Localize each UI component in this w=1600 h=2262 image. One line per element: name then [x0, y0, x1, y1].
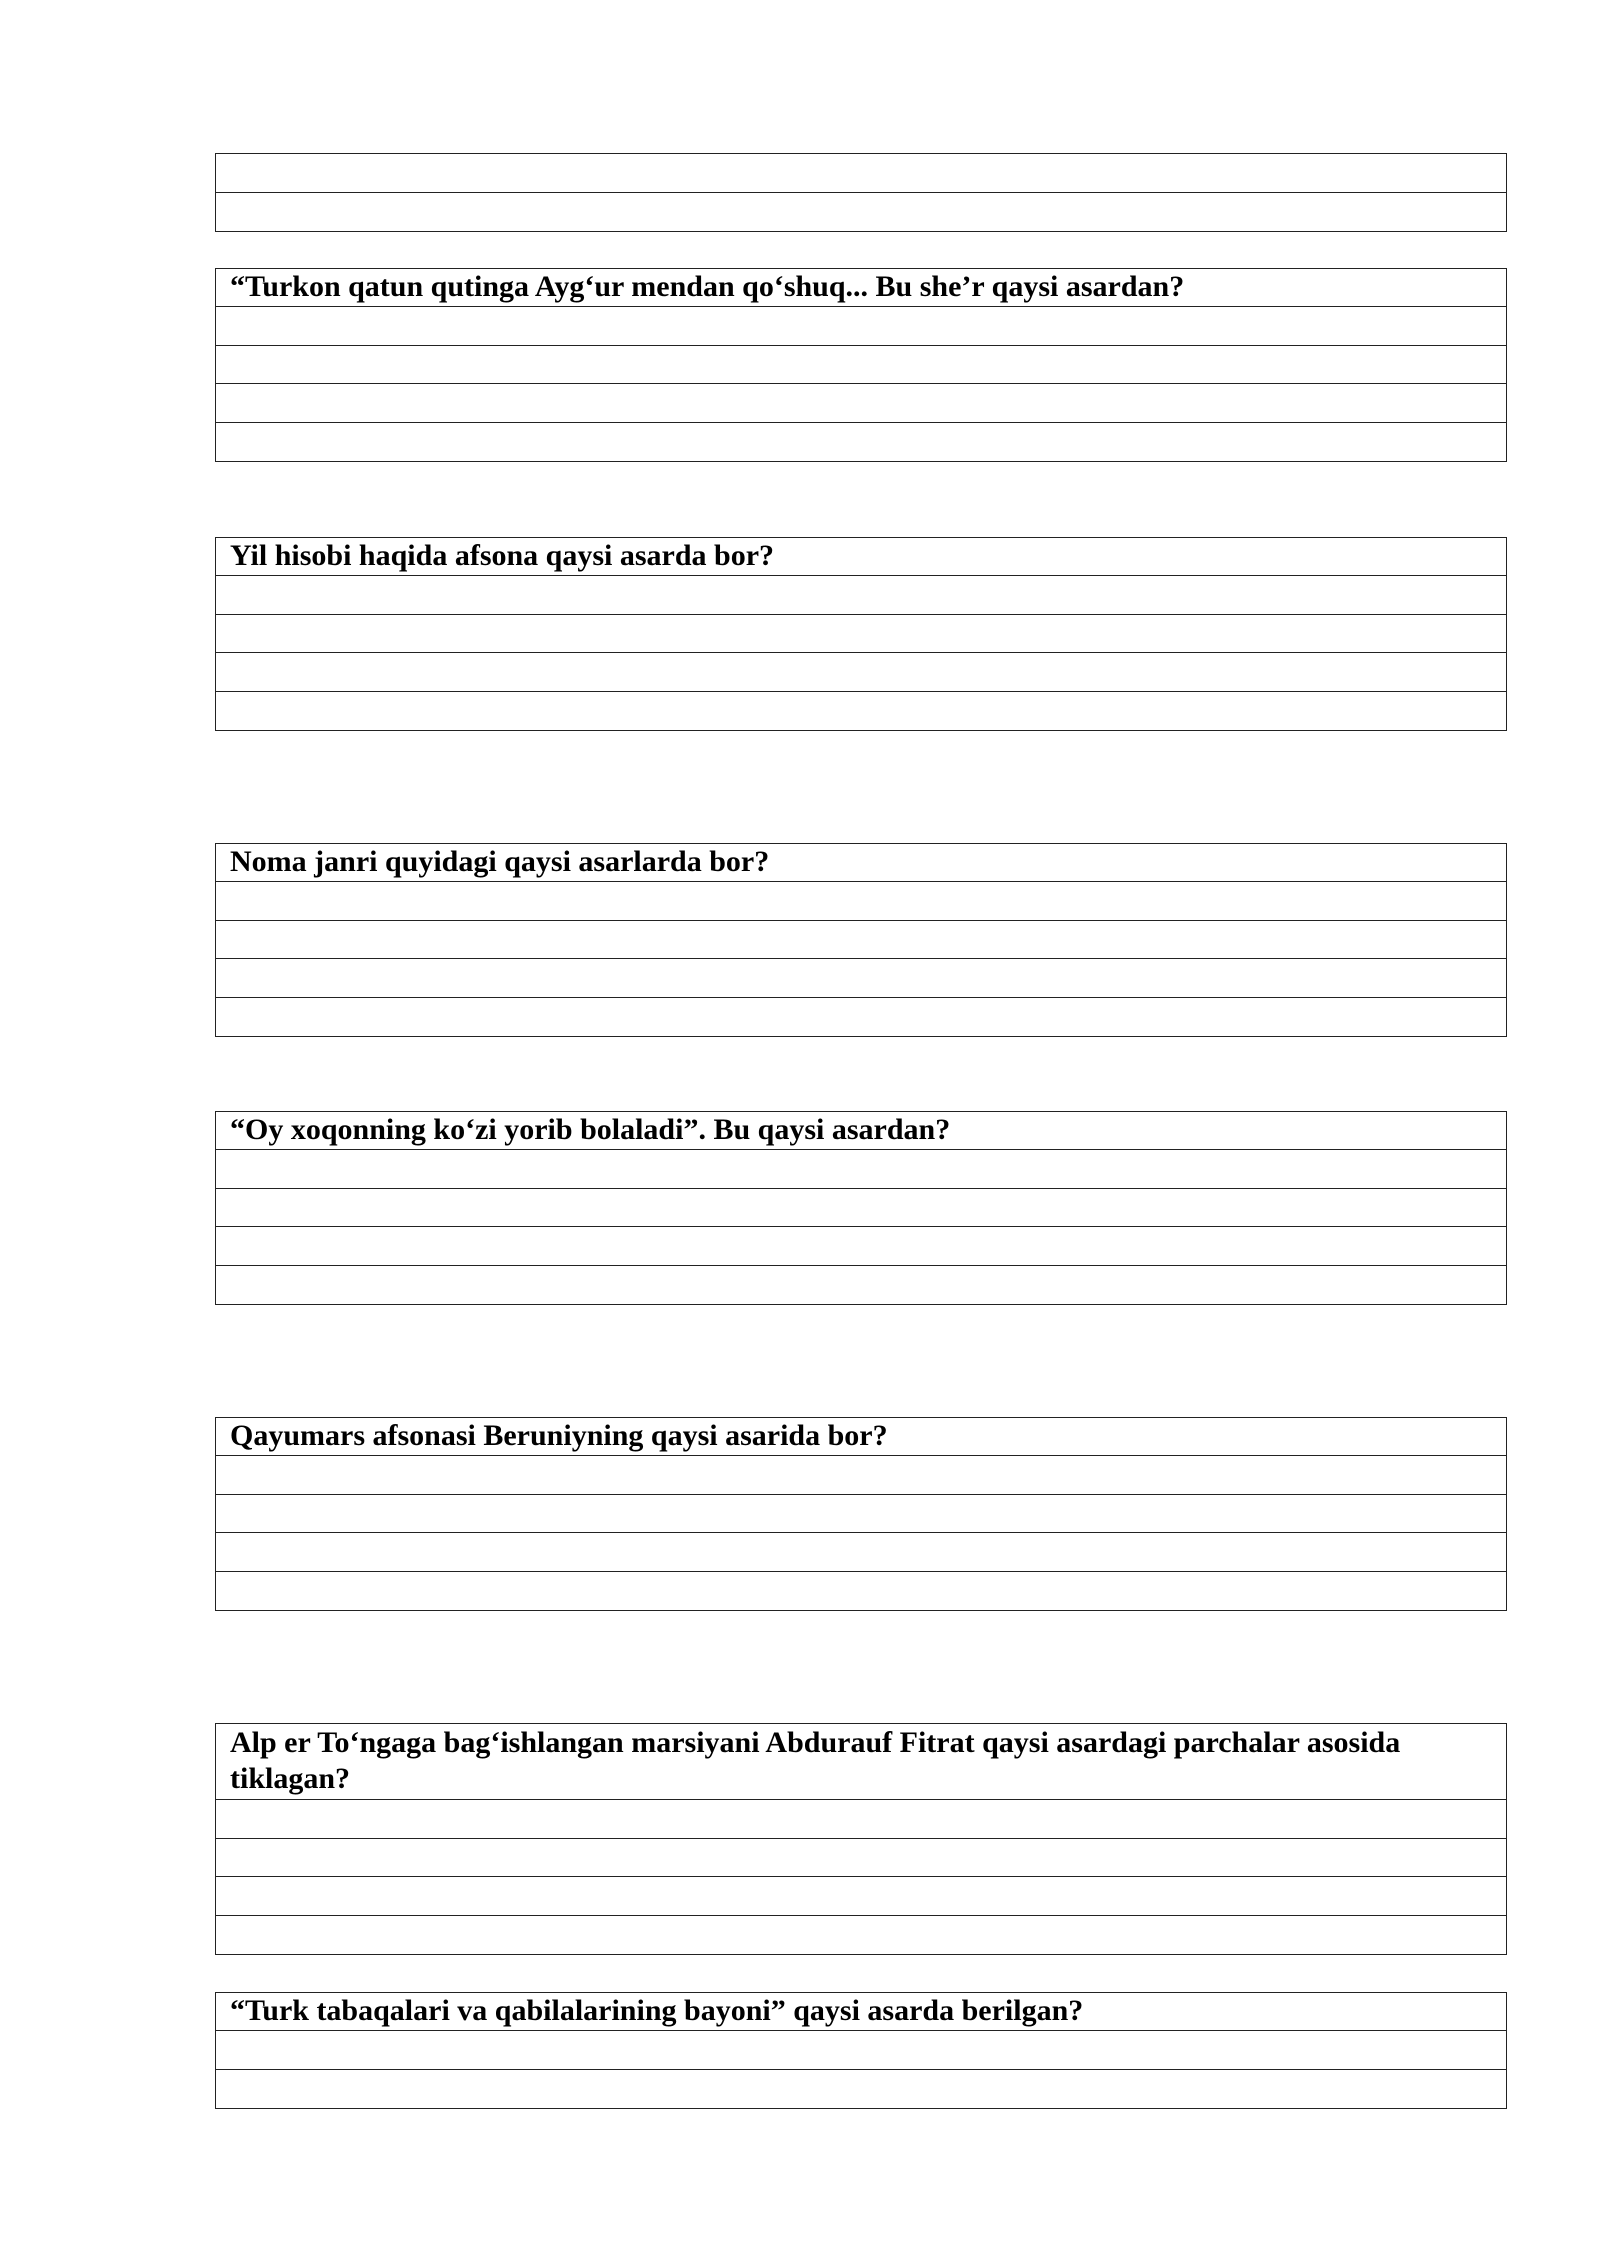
- answer-row[interactable]: [216, 154, 1506, 193]
- question-table-6: [215, 1723, 1507, 1955]
- answer-row[interactable]: [216, 1839, 1506, 1878]
- answer-row[interactable]: [216, 998, 1506, 1037]
- answer-row[interactable]: [216, 1572, 1506, 1611]
- answer-row[interactable]: [216, 1916, 1506, 1955]
- answer-row[interactable]: [216, 1150, 1506, 1189]
- question-text: Yil hisobi haqida afsona qaysi asarda bor?: [216, 538, 1506, 576]
- answer-row[interactable]: [216, 1456, 1506, 1495]
- question-text: “Turkon qatun qutinga Ayg‘ur mendan qo‘shuq... Bu she’r qaysi asardan?: [216, 269, 1506, 307]
- answer-row[interactable]: [216, 1227, 1506, 1266]
- answer-row[interactable]: [216, 615, 1506, 654]
- question-text: “Turk tabaqalari va qabilalarining bayoni” qaysi asarda berilgan?: [216, 1993, 1506, 2031]
- question-table-3: [215, 843, 1507, 1037]
- question-table-7: [215, 1992, 1507, 2109]
- answer-row[interactable]: [216, 2031, 1506, 2070]
- question-table-1: [215, 268, 1507, 462]
- question-text: “Oy xoqonning ko‘zi yorib bolaladi”. Bu qaysi asardan?: [216, 1112, 1506, 1150]
- answer-row[interactable]: [216, 692, 1506, 731]
- answer-row[interactable]: [216, 576, 1506, 615]
- question-text: Noma janri quyidagi qaysi asarlarda bor?: [216, 844, 1506, 882]
- answer-row[interactable]: [216, 346, 1506, 385]
- answer-row[interactable]: [216, 1533, 1506, 1572]
- answer-row[interactable]: [216, 1189, 1506, 1228]
- answer-row[interactable]: [216, 307, 1506, 346]
- answer-row[interactable]: [216, 1877, 1506, 1916]
- answer-row[interactable]: [216, 1495, 1506, 1534]
- question-text: Qayumars afsonasi Beruniyning qaysi asarida bor?: [216, 1418, 1506, 1456]
- question-text: Alp er To‘ngaga bag‘ishlangan marsiyani Abdurauf Fitrat qaysi asardagi parchalar asosida tiklagan?: [216, 1724, 1506, 1800]
- answer-row[interactable]: [216, 1800, 1506, 1839]
- answer-row[interactable]: [216, 423, 1506, 462]
- answer-row[interactable]: [216, 2070, 1506, 2109]
- answer-row[interactable]: [216, 384, 1506, 423]
- answer-row[interactable]: [216, 653, 1506, 692]
- answer-row[interactable]: [216, 1266, 1506, 1305]
- question-table-2: [215, 537, 1507, 731]
- answer-row[interactable]: [216, 193, 1506, 232]
- answer-row[interactable]: [216, 882, 1506, 921]
- answer-row[interactable]: [216, 959, 1506, 998]
- question-table-5: [215, 1417, 1507, 1611]
- question-table-4: [215, 1111, 1507, 1305]
- answer-table-0: [215, 153, 1507, 232]
- answer-row[interactable]: [216, 921, 1506, 960]
